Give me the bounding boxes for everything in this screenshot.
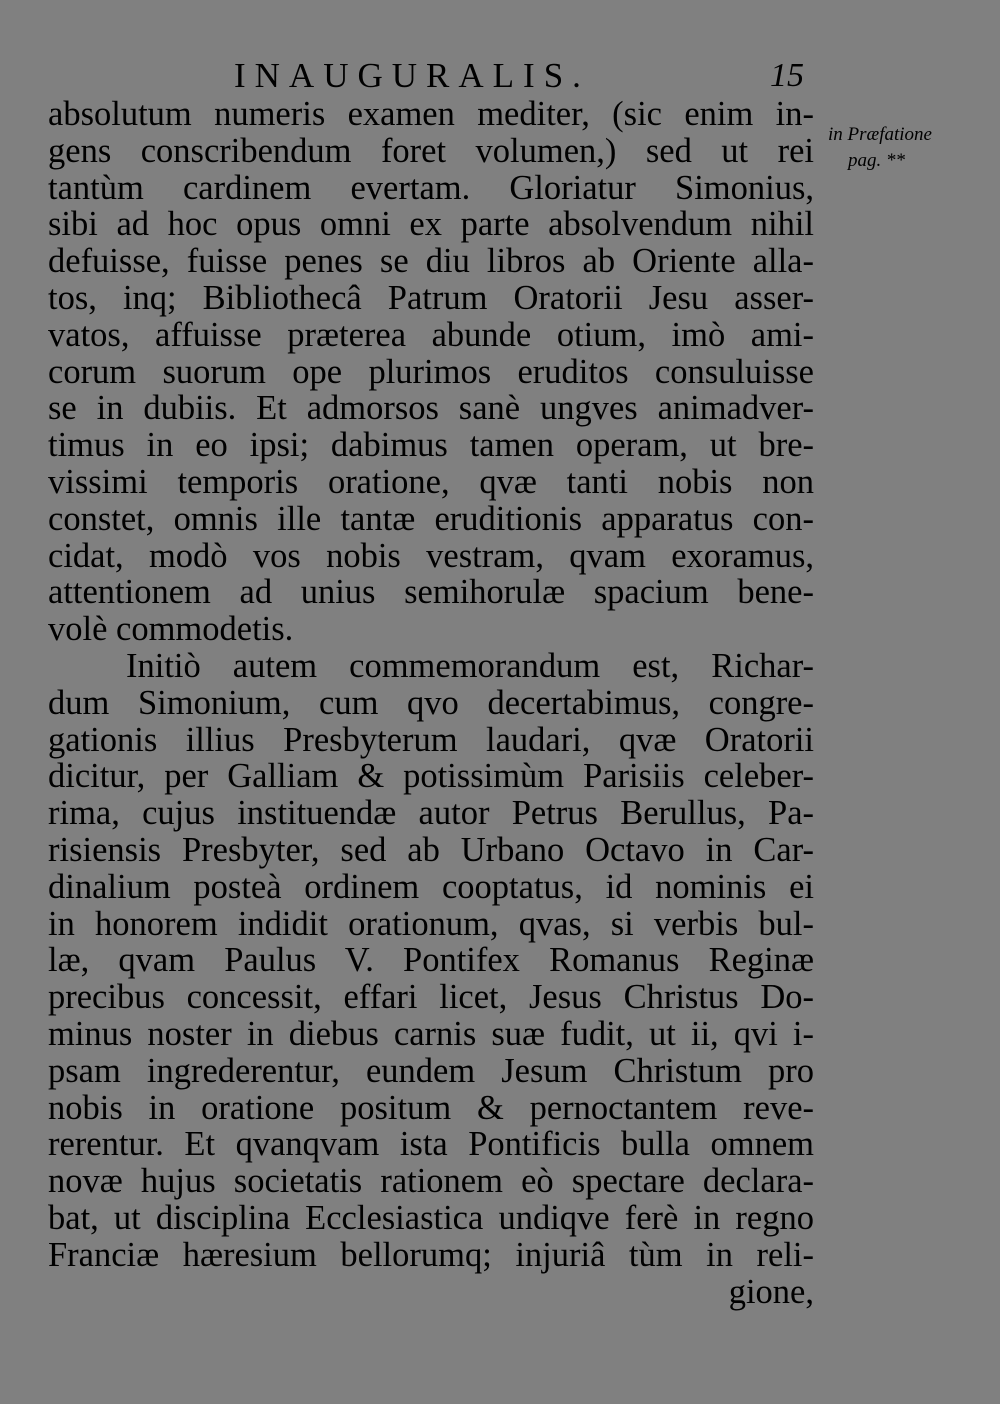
text-line: gens conscribendum foret volumen,) sed ut rei bbox=[48, 131, 814, 170]
text-line: tos, inq; Bibliothecâ Patrum Oratorii Jesu asser- bbox=[48, 278, 814, 317]
text-line: dum Simonium, cum qvo decertabimus, congre- bbox=[48, 683, 814, 722]
text-line: tantùm cardinem evertam. Gloriatur Simonius, bbox=[48, 168, 814, 207]
text-line: dicitur, per Galliam & potissimùm Parisiis celeber- bbox=[48, 757, 814, 796]
catchword: gione, bbox=[728, 1272, 814, 1311]
text-line: precibus concessit, effari licet, Jesus Christus Do- bbox=[48, 978, 814, 1017]
text-line: sibi ad hoc opus omni ex parte absolvendum nihil bbox=[48, 205, 814, 244]
text-line: vatos, affuisse præterea abunde otium, imò ami- bbox=[48, 315, 814, 354]
margin-note bbox=[828, 122, 988, 174]
text-line: corum suorum ope plurimos eruditos consuluisse bbox=[48, 352, 814, 391]
margin-note-line: in Præfatione bbox=[828, 124, 932, 145]
text-line: in honorem indidit orationum, qvas, si verbis bul- bbox=[48, 904, 814, 943]
text-line: nobis in oratione positum & pernoctantem reve- bbox=[48, 1088, 814, 1127]
running-title: INAUGURALIS. bbox=[234, 56, 590, 95]
text-line: rerentur. Et qvanqvam ista Pontificis bulla omnem bbox=[48, 1125, 814, 1164]
text-line: cidat, modò vos nobis vestram, qvam exoramus, bbox=[48, 536, 814, 575]
text-line: constet, omnis ille tantæ eruditionis apparatus con- bbox=[48, 499, 814, 538]
text-line: defuisse, fuisse penes se diu libros ab Oriente alla- bbox=[48, 242, 814, 281]
text-line: se in dubiis. Et admorsos sanè ungves animadver- bbox=[48, 389, 814, 428]
text-line: volè commodetis. bbox=[48, 610, 294, 649]
text-line: bat, ut disciplina Ecclesiastica undiqve ferè in regno bbox=[48, 1198, 814, 1237]
page-number: 15 bbox=[770, 57, 804, 94]
text-line: psam ingrederentur, eundem Jesum Christum pro bbox=[48, 1051, 814, 1090]
text-line: risiensis Presbyter, sed ab Urbano Octavo in Car- bbox=[48, 830, 814, 869]
text-line: rima, cujus instituendæ autor Petrus Berullus, Pa- bbox=[48, 794, 814, 833]
text-line: minus noster in diebus carnis suæ fudit, ut ii, qvi i- bbox=[48, 1014, 814, 1053]
text-line: vissimi temporis oratione, qvæ tanti nobis non bbox=[48, 462, 814, 501]
text-line: læ, qvam Paulus V. Pontifex Romanus Reginæ bbox=[48, 941, 814, 980]
text-line: timus in eo ipsi; dabimus tamen operam, ut bre- bbox=[48, 426, 814, 465]
text-line: dinalium posteà ordinem cooptatus, id nominis ei bbox=[48, 867, 814, 906]
text-line: attentionem ad unius semihorulæ spacium bene- bbox=[48, 573, 814, 612]
margin-note-line: pag. ** bbox=[848, 150, 905, 171]
text-line: absolutum numeris examen mediter, (sic enim in- bbox=[48, 95, 814, 133]
body-text bbox=[48, 96, 814, 1310]
page-header bbox=[0, 52, 820, 100]
text-line: novæ hujus societatis rationem eò spectare declara- bbox=[48, 1162, 814, 1201]
text-line: gationis illius Presbyterum laudari, qvæ Oratorii bbox=[48, 720, 814, 759]
text-line: Franciæ hæresium bellorumq; injuriâ tùm in reli- bbox=[48, 1235, 814, 1274]
text-line: Initiò autem commemorandum est, Richar- bbox=[126, 646, 814, 685]
